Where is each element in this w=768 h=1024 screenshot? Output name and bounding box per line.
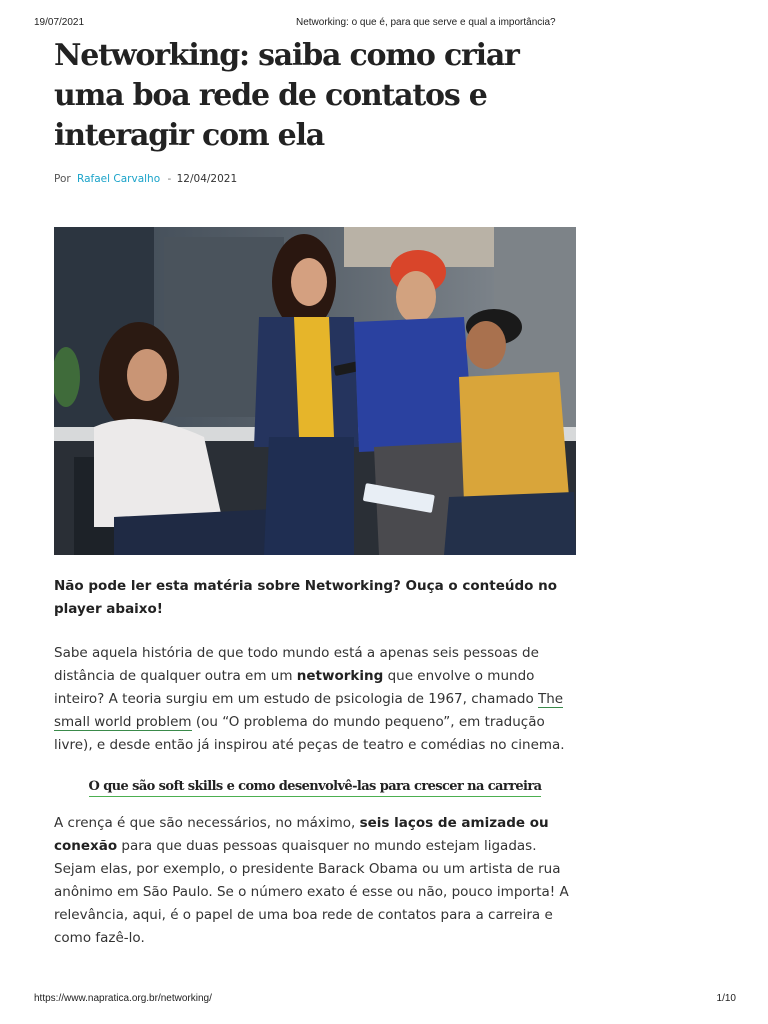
byline-prefix: Por (54, 173, 71, 185)
print-footer (34, 993, 736, 1007)
paragraph-2 (54, 812, 580, 950)
byline (54, 173, 237, 185)
publish-date: 12/04/2021 (176, 173, 238, 185)
lead-audio-note: Não pode ler esta matéria sobre Networking? Ouça o conteúdo no player abaixo! (54, 578, 558, 617)
page-number: 1/10 (716, 993, 736, 1004)
paragraph-2-text-a: A crença é que são necessários, no máximo, (54, 815, 360, 831)
paragraph-1-bold: networking (296, 668, 384, 684)
paragraph-1-text-c: (ou “O problema do mundo pequeno”, em tradução livre), e desde então já inspirou até peças de teatro e comédias no cinema. (54, 714, 565, 753)
paragraph-1-text-b: que envolve o mundo inteiro? A teoria surgiu em um estudo de psicologia de 1967, chamado (54, 668, 538, 707)
page-url: https://www.napratica.org.br/networking/ (34, 993, 212, 1004)
author-link[interactable]: Rafael Carvalho (77, 173, 161, 185)
related-article-link-text[interactable]: O que são soft skills e como desenvolvê-las para crescer na carreira (89, 779, 542, 797)
paragraph-1 (54, 642, 580, 757)
print-date: 19/07/2021 (34, 17, 85, 28)
paragraph-2-text-b: para que duas pessoas quaisquer no mundo estejam ligadas. Sejam elas, por exemplo, o presidente Barack Obama ou um artista de rua anônimo em São Paulo. Se o número exato é esse ou não, pouco importa! A relevância, aqui, é o papel de uma boa rede de contatos para a carreira e como fazê-lo. (54, 838, 569, 946)
paragraph-2-bold: seis laços de amizade ou conexão (54, 815, 549, 854)
paragraph-1-text-a: Sabe aquela história de que todo mundo está a apenas seis pessoas de distância de qualquer outra em um (54, 645, 539, 684)
print-header (34, 17, 736, 31)
byline-separator: - (167, 173, 172, 185)
related-article-link[interactable] (54, 779, 576, 794)
print-page-title: Networking: o que é, para que serve e qual a importância? (296, 17, 556, 28)
article-title: Networking: saiba como criar uma boa rede de contatos e interagir com ela (54, 38, 519, 153)
hero-photo-illustration (54, 227, 576, 555)
small-world-link[interactable]: The small world problem (54, 691, 564, 730)
hero-image (54, 227, 576, 555)
